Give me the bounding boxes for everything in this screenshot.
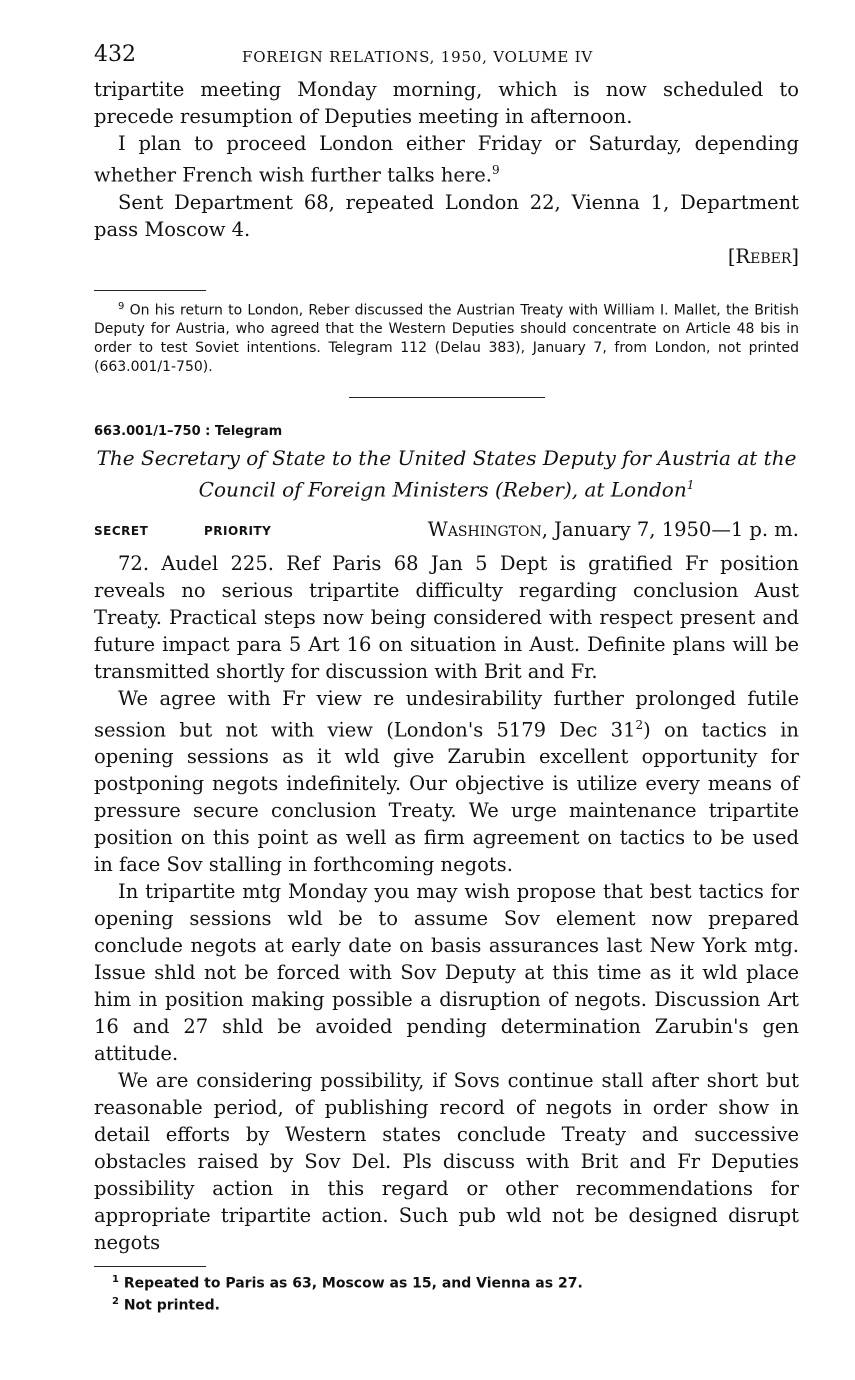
footnote-1 [112, 1271, 799, 1293]
footnote-ref-2: 2 [635, 717, 644, 732]
telegram-paragraph: In tripartite mtg Monday you may wish propose that best tactics for opening sessions wld be to assume Sov element now prepared conclude negots at early date on basis assurances last New York mtg. Issue shld not be forced with Sov Deputy at this time as it wld place him in position making possible a disruption of negots. Discussion Art 16 and 27 shld be avoided pending determination Zarubin's gen attitude. [94, 880, 799, 1066]
footnote-2 [112, 1293, 799, 1315]
file-reference: 663.001/1–750 : Telegram [94, 424, 283, 440]
place-date [428, 518, 799, 541]
priority-label: PRIORITY [204, 523, 272, 538]
date-text: , January 7, 1950—1 p. m. [541, 517, 799, 541]
dateline [94, 518, 799, 550]
travel-paragraph [94, 130, 799, 189]
footnote-mark: 2 [112, 1295, 119, 1307]
footnote-ref-9: 9 [492, 163, 500, 177]
footnote-rule [94, 290, 206, 291]
telegram-paragraph [94, 685, 799, 879]
running-head [94, 40, 799, 76]
signature-close: ] [791, 244, 799, 268]
signature [94, 243, 799, 270]
place-initial: W [427, 517, 448, 541]
page [94, 40, 799, 1315]
footnote-text: On his return to London, Reber discussed the Austrian Treaty with William I. Mallet, the British Deputy for Austria, who agreed that the Western Deputies should concentrate on Article 48 bis in order to test Soviet intentions. Telegram 112 (Delau 383), January 7, from London, not printed (663.001/1-750). [94, 302, 799, 376]
signature-open: [R [727, 244, 751, 268]
document-title-text: The Secretary of State to the United States Deputy for Austria at the Council of Foreign Ministers (Reber), at London [96, 446, 797, 502]
telegram-paragraph: We are considering possibility, if Sovs continue stall after short but reasonable period, of publishing record of negots in order show in detail efforts by Western states conclude Treaty and successive obstacles raised by Sov Del. Pls discuss with Brit and Fr Deputies possibility action in this regard or other recommendations for appropriate tripartite action. Such pub wld not be designed disrupt negots [94, 1069, 799, 1255]
footnote-9 [94, 297, 799, 378]
travel-paragraph-text: I plan to proceed London either Friday or Saturday, depending whether French wish further talks here. [94, 132, 799, 187]
continuation-paragraph: tripartite meeting Monday morning, which is now scheduled to precede resumption of Deputies meeting in afternoon. [94, 78, 799, 128]
telegram-paragraph-text: We agree with Fr view re undesirability further prolonged futile session but not with view (London's 5179 Dec 31 [94, 686, 799, 742]
section-divider [349, 397, 545, 398]
distribution-paragraph: Sent Department 68, repeated London 22, Vienna 1, Department pass Moscow 4. [94, 190, 799, 241]
telegram-body [94, 550, 799, 1257]
signature-small-caps: eber [750, 244, 792, 268]
classification-label: SECRET [94, 523, 149, 538]
document-title [94, 445, 799, 504]
footnote-rule [94, 1266, 206, 1267]
continuation-text [94, 76, 799, 270]
footnote-ref-1: 1 [686, 478, 695, 493]
footnote-text: Repeated to Paris as 63, Moscow as 15, and Vienna as 27. [123, 1275, 583, 1292]
place-rest: ashington [447, 517, 542, 541]
telegram-paragraph-text: ) on tactics in opening sessions as it wld give Zarubin excellent opportunity for postponing negots indefinitely. Our objective is utilize every means of pressure secure conclusion Treaty. We urge maintenance tripartite position on this point as well as firm agreement on tactics to be used in face Sov stalling in forthcoming negots. [94, 718, 799, 877]
telegram-paragraph: 72. Audel 225. Ref Paris 68 Jan 5 Dept is gratified Fr position reveals no serious tripartite difficulty regarding conclusion Aust Treaty. Practical steps now being considered with respect present and future impact para 5 Art 16 on situation in Aust. Definite plans will be transmitted shortly for discussion with Brit and Fr. [94, 551, 799, 683]
footnote-mark: 1 [112, 1274, 119, 1286]
page-number: 432 [94, 42, 136, 67]
footnote-mark: 9 [118, 300, 125, 312]
running-title: FOREIGN RELATIONS, 1950, VOLUME IV [242, 48, 593, 66]
footnote-text: Not printed. [123, 1297, 220, 1314]
